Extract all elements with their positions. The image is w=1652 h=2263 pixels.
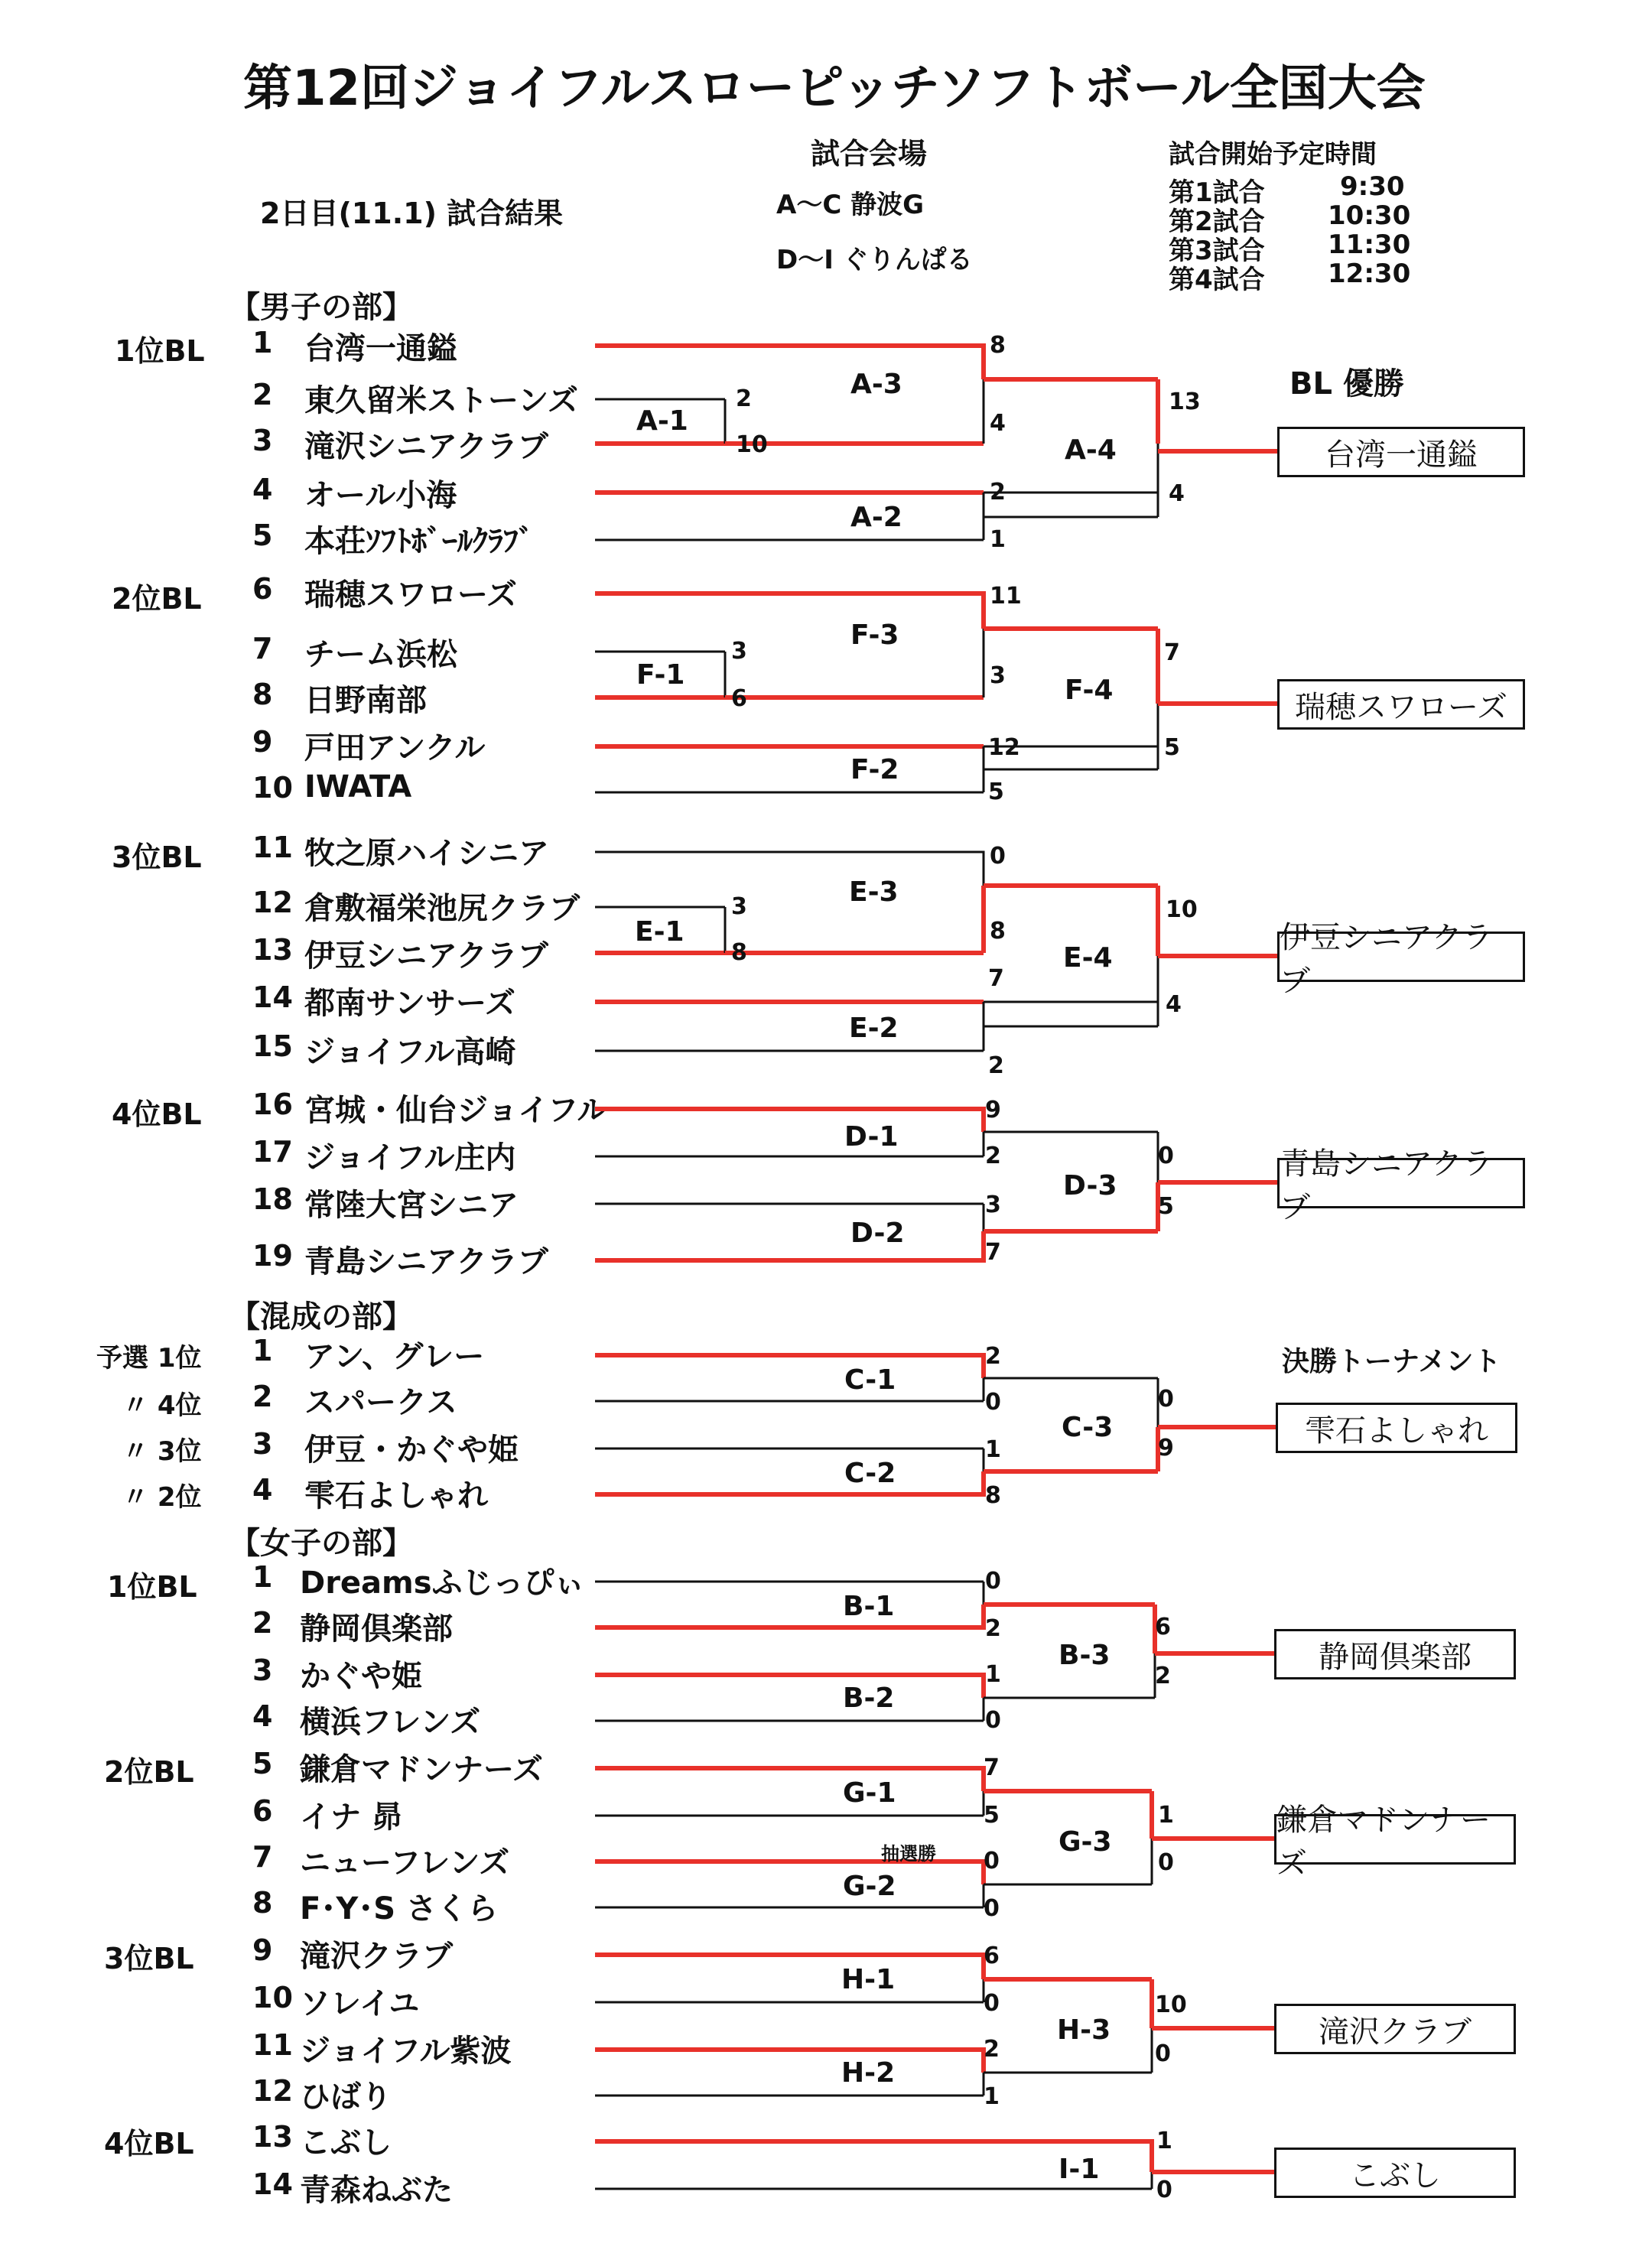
team-number: 6 [252, 572, 273, 606]
winner-name: 雫石よしゃれ [1305, 1413, 1488, 1449]
match-score: 2 [984, 2036, 1000, 2063]
match-score: 0 [1158, 1386, 1174, 1413]
bl-champion-label: BL 優勝 [1289, 366, 1404, 402]
team-number: 9 [252, 1933, 273, 1967]
match-score: 2 [988, 1052, 1004, 1079]
match-score: 2 [736, 385, 752, 412]
match-score: 1 [1158, 1802, 1174, 1829]
team-name: 都南サンサーズ [304, 986, 515, 1021]
match-score: 3 [731, 638, 747, 665]
team-name: 静岡倶楽部 [300, 1611, 453, 1647]
match-label: C-1 [844, 1364, 896, 1396]
winner-box [1277, 679, 1525, 730]
match-label: D-1 [844, 1121, 899, 1153]
team-number: 1 [252, 1334, 273, 1367]
match-score: 6 [731, 685, 747, 712]
winner-bracket-line [595, 1355, 984, 1378]
team-name: 本荘ｿﾌﾄﾎﾞｰﾙｸﾗﾌﾞ [304, 524, 534, 559]
match-score: 0 [1158, 1143, 1174, 1169]
match-label: E-4 [1063, 942, 1113, 974]
match-score: 1 [985, 1436, 1001, 1463]
winner-bracket-line [595, 2050, 984, 2073]
match-score: 1 [985, 1661, 1001, 1688]
team-name: 横浜フレンズ [300, 1705, 481, 1740]
match-score: 0 [984, 1990, 1000, 2017]
team-number: 2 [252, 1606, 273, 1640]
team-name: 伊豆・かぐや姫 [304, 1432, 519, 1468]
match-score: 0 [1158, 1849, 1174, 1876]
team-number: 3 [252, 424, 273, 457]
match-score: 5 [984, 1802, 1000, 1829]
match-score: 10 [736, 431, 768, 458]
team-name: こぶし [300, 2125, 392, 2161]
schedule-time: 10:30 [1328, 200, 1411, 231]
winner-name: 静岡倶楽部 [1319, 1639, 1472, 1675]
match-score: 5 [988, 779, 1004, 805]
match-score: 2 [990, 479, 1006, 506]
team-number: 13 [252, 2120, 293, 2154]
match-score: 10 [1166, 896, 1198, 923]
lottery-win-label: 抽選勝 [881, 1843, 936, 1865]
winner-bracket-line [595, 346, 984, 379]
team-name: 常陸大宮シニア [304, 1188, 519, 1223]
match-score: 0 [990, 843, 1006, 870]
team-number: 3 [252, 1653, 273, 1687]
match-label: D-3 [1063, 1170, 1117, 1201]
winner-box [1277, 1146, 1525, 1225]
team-name: オール小海 [304, 478, 457, 513]
winner-bracket-line [595, 1675, 984, 1698]
team-number: 8 [252, 1886, 273, 1920]
match-label: G-2 [843, 1871, 896, 1902]
block-label: 4位BL [112, 1097, 202, 1131]
block-label: 1位BL [107, 1570, 197, 1604]
winner-box [1274, 2148, 1516, 2198]
team-number: 17 [252, 1135, 293, 1169]
team-number: 4 [252, 1473, 273, 1507]
match-label: A-1 [636, 405, 688, 437]
match-score: 6 [1155, 1614, 1171, 1640]
match-score: 9 [985, 1097, 1001, 1123]
schedule-game: 第3試合 [1169, 236, 1265, 266]
match-label: D-2 [850, 1218, 905, 1249]
block-label: 〃 4位 [122, 1390, 202, 1421]
team-name: スパークス [304, 1385, 457, 1420]
schedule-heading: 試合開始予定時間 [1169, 139, 1377, 170]
team-name: 牧之原ハイシニア [304, 836, 549, 871]
match-score: 1 [990, 526, 1006, 553]
match-score: 1 [1156, 2128, 1172, 2154]
match-score: 11 [990, 583, 1022, 610]
match-label: B-2 [843, 1683, 895, 1714]
schedule-time: 9:30 [1340, 171, 1405, 202]
match-label: G-3 [1059, 1826, 1112, 1858]
match-score: 0 [985, 1389, 1001, 1416]
team-number: 15 [252, 1029, 293, 1063]
team-name: かぐや姫 [300, 1659, 422, 1694]
team-number: 19 [252, 1239, 293, 1273]
team-name: ニューフレンズ [300, 1845, 510, 1881]
winner-bracket-line [595, 1471, 984, 1494]
team-number: 1 [252, 326, 273, 359]
match-label: A-4 [1065, 434, 1117, 466]
final-tournament-label: 決勝トーナメント [1282, 1346, 1501, 1377]
team-number: 11 [252, 831, 293, 864]
team-number: 2 [252, 378, 273, 411]
team-number: 2 [252, 1380, 273, 1413]
team-number: 14 [252, 2167, 293, 2201]
match-score: 5 [1164, 734, 1180, 761]
winner-name: 瑞穂スワローズ [1295, 689, 1507, 725]
team-number: 13 [252, 933, 293, 967]
block-label: 3位BL [112, 840, 202, 874]
team-number: 1 [252, 1560, 273, 1594]
match-score: 2 [985, 1143, 1001, 1169]
team-number: 3 [252, 1427, 273, 1461]
team-name: 鎌倉マドンナーズ [300, 1752, 543, 1787]
match-score: 0 [985, 1707, 1001, 1734]
schedule-game: 第1試合 [1169, 177, 1265, 208]
bracket-line [595, 852, 984, 886]
match-label: A-2 [850, 502, 902, 533]
match-label: F-2 [850, 754, 899, 785]
match-score: 5 [1158, 1193, 1174, 1220]
team-number: 12 [252, 886, 293, 919]
match-score: 3 [731, 893, 747, 920]
winner-name: 青島シニアクラブ [1280, 1146, 1493, 1225]
team-name: 青島シニアクラブ [304, 1244, 548, 1279]
match-label: H-3 [1057, 2014, 1111, 2046]
winner-name: こぶし [1349, 2157, 1441, 2193]
match-score: 1 [984, 2083, 1000, 2110]
team-number: 4 [252, 1699, 273, 1733]
team-name: ソレイユ [300, 1986, 420, 2021]
block-label: 4位BL [104, 2127, 194, 2161]
winner-bracket-line [595, 593, 984, 629]
match-score: 7 [1164, 639, 1180, 666]
winner-bracket-line [595, 1231, 984, 1260]
match-label: F-1 [636, 659, 685, 691]
match-score: 8 [985, 1482, 1001, 1509]
team-number: 4 [252, 473, 273, 506]
winner-box [1274, 1803, 1516, 1881]
block-label: 〃 2位 [122, 1482, 202, 1513]
match-score: 2 [985, 1615, 1001, 1642]
team-name: 倉敷福栄池尻クラブ [304, 891, 580, 926]
match-label: B-1 [843, 1591, 895, 1622]
section-men: 【男子の部】 [229, 290, 413, 325]
winner-bracket-line [595, 1955, 984, 1979]
winner-bracket-line [595, 1109, 984, 1132]
match-score: 4 [1166, 991, 1182, 1018]
match-label: C-2 [844, 1458, 896, 1489]
match-score: 6 [984, 1943, 1000, 1969]
team-name: イナ 昴 [300, 1800, 402, 1835]
schedule-time: 11:30 [1328, 229, 1411, 260]
team-number: 8 [252, 678, 273, 711]
match-label: F-3 [850, 619, 899, 651]
match-score: 8 [731, 939, 747, 966]
team-number: 7 [252, 1840, 273, 1874]
team-number: 7 [252, 632, 273, 665]
team-name: IWATA [304, 769, 412, 805]
winner-box [1274, 2004, 1516, 2054]
match-score: 4 [990, 410, 1006, 437]
team-number: 18 [252, 1182, 293, 1216]
match-label: A-3 [850, 369, 902, 400]
venue-heading: 試合会場 [811, 137, 928, 171]
team-name: 戸田アンクル [304, 730, 486, 766]
team-number: 10 [252, 1981, 293, 2014]
match-score: 13 [1169, 389, 1201, 415]
block-label: 1位BL [115, 334, 205, 368]
match-score: 7 [988, 965, 1004, 992]
match-score: 0 [985, 1568, 1001, 1595]
team-name: 東久留米ストーンズ [304, 383, 578, 418]
team-number: 5 [252, 519, 273, 552]
team-name: Dreamsふじっぴぃ [300, 1566, 585, 1601]
match-label: E-2 [849, 1013, 899, 1044]
match-label: H-2 [841, 2057, 896, 2089]
match-score: 3 [985, 1192, 1001, 1218]
match-label: G-1 [843, 1777, 896, 1809]
match-label: E-1 [635, 916, 685, 948]
team-number: 10 [252, 771, 293, 805]
schedule-game: 第2試合 [1169, 206, 1265, 237]
section-mixed: 【混成の部】 [229, 1299, 413, 1335]
match-score: 0 [984, 1895, 1000, 1922]
team-number: 16 [252, 1088, 293, 1121]
winner-box [1274, 1629, 1516, 1679]
winner-bracket-line [595, 1605, 984, 1627]
venue-line-1: A〜C 静波G [776, 190, 925, 220]
team-name: ジョイフル庄内 [304, 1140, 516, 1175]
match-score: 8 [990, 332, 1006, 359]
match-score: 3 [990, 662, 1006, 689]
team-number: 9 [252, 725, 273, 759]
match-score: 8 [990, 918, 1006, 945]
winner-box [1276, 1403, 1517, 1453]
team-number: 12 [252, 2074, 293, 2108]
match-score: 0 [1156, 2177, 1172, 2203]
winner-name: 伊豆シニアクラブ [1280, 920, 1493, 999]
team-name: アン、グレー [304, 1339, 485, 1374]
winner-box [1277, 427, 1525, 477]
team-number: 5 [252, 1747, 273, 1780]
team-number: 6 [252, 1794, 273, 1828]
section-women: 【女子の部】 [229, 1526, 413, 1561]
team-number: 11 [252, 2028, 293, 2062]
team-number: 14 [252, 980, 293, 1014]
winner-name: 滝沢クラブ [1319, 2014, 1472, 2050]
team-name: 滝沢クラブ [300, 1939, 453, 1974]
match-score: 7 [984, 1754, 1000, 1781]
team-name: 日野南部 [304, 683, 427, 718]
match-label: B-3 [1059, 1640, 1111, 1671]
match-score: 7 [985, 1239, 1001, 1266]
match-label: H-1 [841, 1964, 896, 1995]
winner-box [1277, 920, 1525, 999]
day-result-heading: 2日目(11.1) 試合結果 [260, 197, 564, 230]
match-score: 2 [1155, 1663, 1171, 1689]
team-name: ジョイフル高崎 [304, 1035, 516, 1070]
team-name: 青森ねぶた [300, 2173, 453, 2208]
team-name: 雫石よしゃれ [304, 1478, 488, 1514]
match-score: 0 [984, 1848, 1000, 1874]
block-label: 3位BL [104, 1942, 194, 1975]
team-name: 滝沢シニアクラブ [304, 429, 548, 464]
match-score: 2 [985, 1343, 1001, 1370]
team-name: 台湾一通鎰 [304, 331, 457, 366]
team-name: 瑞穂スワローズ [304, 577, 517, 613]
block-label: 2位BL [112, 582, 202, 616]
match-score: 0 [1155, 2040, 1171, 2067]
schedule-time: 12:30 [1328, 258, 1411, 289]
match-label: F-4 [1065, 675, 1114, 706]
winner-name: 台湾一通鎰 [1325, 437, 1478, 473]
team-name: チーム浜松 [304, 637, 457, 672]
team-name: ひばり [300, 2079, 392, 2115]
page-title: 第12回ジョイフルスローピッチソフトボール全国大会 [243, 60, 1426, 117]
winner-bracket-line [595, 1768, 984, 1791]
venue-line-2: D〜I ぐりんぱる [776, 245, 973, 275]
team-name: ジョイフル紫波 [300, 2034, 512, 2069]
team-name: 宮城・仙台ジョイフル [304, 1093, 608, 1128]
match-label: E-3 [849, 876, 899, 908]
match-label: C-3 [1062, 1412, 1114, 1443]
block-label: 〃 3位 [122, 1436, 202, 1467]
schedule-game: 第4試合 [1169, 265, 1265, 295]
block-label: 2位BL [104, 1755, 194, 1789]
team-name: F･Y･S さくら [300, 1891, 499, 1926]
match-label: I-1 [1059, 2154, 1100, 2185]
match-score: 9 [1158, 1435, 1174, 1462]
block-label: 予選 1位 [96, 1343, 202, 1374]
match-score: 12 [988, 734, 1020, 761]
match-score: 4 [1169, 480, 1185, 507]
team-name: 伊豆シニアクラブ [304, 938, 548, 974]
match-score: 10 [1155, 1992, 1187, 2018]
winner-name: 鎌倉マドンナーズ [1276, 1803, 1491, 1881]
